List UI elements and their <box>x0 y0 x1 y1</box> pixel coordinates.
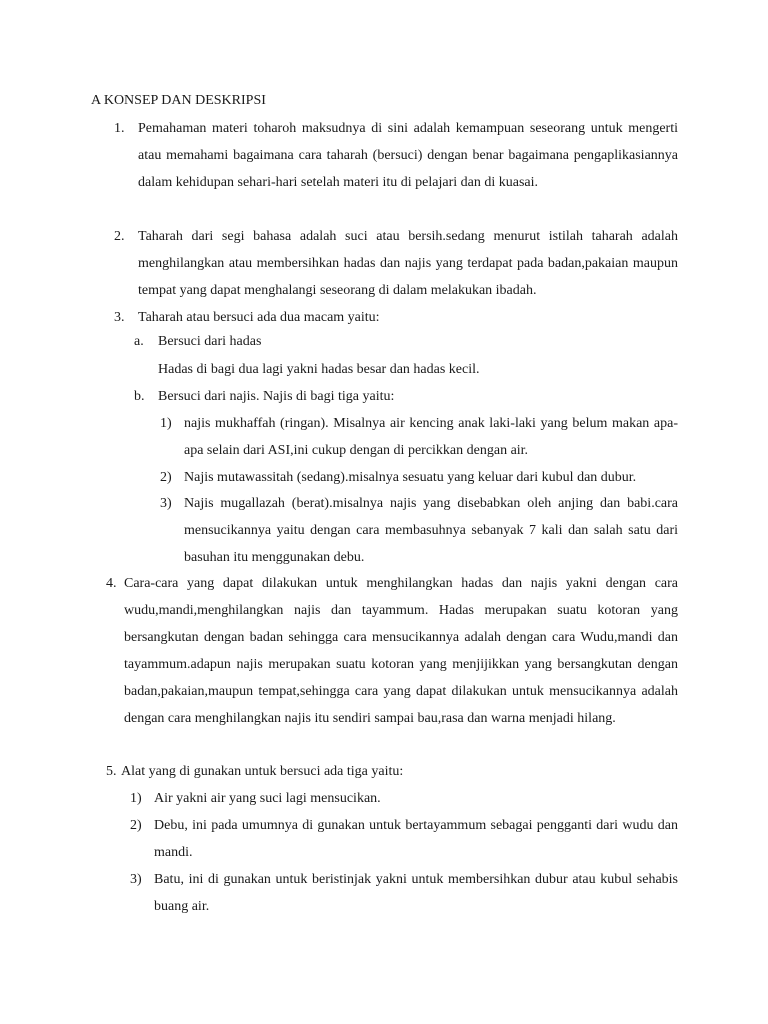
point-text: najis mukhaffah (ringan). Misalnya air kencing anak laki-laki yang belum makan apa-apa selain dari ASI,ini cukup dengan di percikkan dengan air. <box>184 416 678 458</box>
point-number: 1) <box>160 416 172 431</box>
list-number: 1. <box>114 121 125 136</box>
point-number: 2) <box>130 818 142 833</box>
list-item-text: Pemahaman materi toharoh maksudnya di sini adalah kemampuan seseorang untuk mengerti atau memahami bagaimana cara taharah (bersuci) dengan benar bagaimana pengaplikasiannya dalam kehidupan sehari-hari setelah materi itu di pelajari dan di kuasai. <box>138 121 678 190</box>
alat-point-1 <box>130 785 678 812</box>
list-item-4 <box>106 570 678 732</box>
point-text: Air yakni air yang suci lagi mensucikan. <box>154 791 381 806</box>
point-number: 2) <box>160 470 172 485</box>
point-text: Batu, ini di gunakan untuk beristinjak yakni untuk membersihkan dubur atau kubul sehabis buang air. <box>154 872 678 914</box>
list-item-text: Taharah atau bersuci ada dua macam yaitu: <box>138 310 380 325</box>
najis-point-3 <box>160 490 678 571</box>
list-number: 2. <box>114 229 125 244</box>
list-item-2 <box>114 223 678 304</box>
point-number: 3) <box>160 496 172 511</box>
point-text: Debu, ini pada umumnya di gunakan untuk bertayammum sebagai pengganti dari wudu dan mandi. <box>154 818 678 860</box>
sub-item-a-detail: Hadas di bagi dua lagi yakni hadas besar dan hadas kecil. <box>158 362 480 377</box>
point-text: Najis mugallazah (berat).misalnya najis yang disebabkan oleh anjing dan babi.cara mensucikannya yaitu dengan cara membasuhnya sebanyak 7 kali dan salah satu dari basuhan itu menggunakan debu. <box>184 496 678 565</box>
list-number: 4. <box>106 576 117 591</box>
list-number: 3. <box>114 310 125 325</box>
alat-point-3 <box>130 866 678 920</box>
sub-item-a <box>134 328 262 355</box>
list-item-5 <box>106 758 404 785</box>
list-item-3 <box>114 304 380 331</box>
sub-item-text: Bersuci dari hadas <box>158 334 262 349</box>
list-item-1 <box>114 115 678 196</box>
section-heading: A KONSEP DAN DESKRIPSI <box>91 93 266 108</box>
sub-item-b <box>134 383 395 410</box>
sub-letter: a. <box>134 334 144 349</box>
alat-point-2 <box>130 812 678 866</box>
list-item-text: Taharah dari segi bahasa adalah suci atau bersih.sedang menurut istilah taharah adalah menghilangkan atau membersihkan hadas dan najis yang terdapat pada badan,pakaian maupun tempat yang dapat menghalangi seseorang di dalam melakukan ibadah. <box>138 229 678 298</box>
najis-point-1 <box>160 410 678 464</box>
sub-letter: b. <box>134 389 145 404</box>
list-number: 5. <box>106 764 117 779</box>
point-number: 3) <box>130 872 142 887</box>
point-text: Najis mutawassitah (sedang).misalnya sesuatu yang keluar dari kubul dan dubur. <box>184 470 637 485</box>
list-item-text: Cara-cara yang dapat dilakukan untuk menghilangkan hadas dan najis yakni dengan cara wudu,mandi,menghilangkan najis dan tayammum. Hadas merupakan suatu kotoran yang bersangkutan dengan badan sehingga cara mensucikannya adalah dengan cara Wudu,mandi dan tayammum.adapun najis merupakan suatu kotoran yang menjijikkan yang bersangkutan dengan badan,pakaian,maupun tempat,sehingga cara yang dapat dilakukan untuk mensucikannya adalah dengan cara menghilangkan najis itu sendiri sampai bau,rasa dan warna menjadi hilang. <box>124 576 678 726</box>
najis-point-2 <box>160 464 678 491</box>
point-number: 1) <box>130 791 142 806</box>
list-item-text: Alat yang di gunakan untuk bersuci ada tiga yaitu: <box>121 764 404 779</box>
sub-item-text: Bersuci dari najis. Najis di bagi tiga yaitu: <box>158 389 395 404</box>
